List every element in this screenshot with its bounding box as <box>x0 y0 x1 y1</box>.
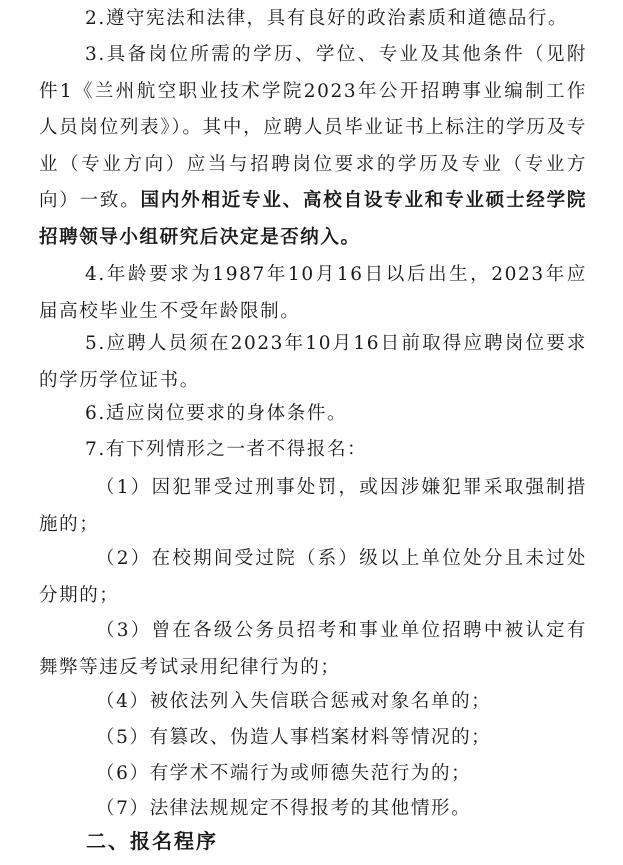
disqualification-item-1 <box>39 470 587 543</box>
disqualification-text: （3）曾在各级公务员招考和事业单位招聘中被认定有舞弊等违反考试录用纪律行为的； <box>39 620 587 678</box>
disqualification-text: （5）有篡改、伪造人事档案材料等情况的； <box>96 727 492 748</box>
requirement-text: 5.应聘人员须在2023年10月16日前取得应聘岗位要求的学历学位证书。 <box>39 333 587 391</box>
requirement-bold-text: 国内外相近专业、高校自设专业和专业硕士经学院招聘领导小组研究后决定是否纳入。 <box>39 190 587 248</box>
disqualification-item-2 <box>39 541 587 614</box>
section-heading: 二、报名程序 <box>86 829 218 853</box>
disqualification-text: （7）法律法规规定不得报考的其他情形。 <box>96 798 472 819</box>
disqualification-item-5 <box>39 720 587 757</box>
requirement-text: 6.适应岗位要求的身体条件。 <box>85 403 348 424</box>
requirement-text: 2.遵守宪法和法律，具有良好的政治素质和道德品行。 <box>85 8 569 29</box>
requirement-item-7 <box>39 432 587 469</box>
requirement-item-6 <box>39 396 587 433</box>
requirement-item-3 <box>39 37 587 256</box>
requirement-text: 3.具备岗位所需的学历、学位、专业及其他条件（见附件1《兰州航空职业技术学院2023年公开招聘事业编制工作人员岗位列表》）。其中，应聘人员毕业证书上标注的学历及专业（专业方向）应当与招聘岗位要求的学历及专业（专业方向）一致。 <box>39 44 587 211</box>
disqualification-item-7 <box>39 791 587 828</box>
disqualification-item-3 <box>39 613 587 686</box>
requirement-item-2 <box>39 1 587 38</box>
requirement-item-5 <box>39 326 587 399</box>
disqualification-text: （6）有学术不端行为或师德失范行为的； <box>96 763 472 784</box>
disqualification-text: （4）被依法列入失信联合惩戒对象名单的； <box>96 691 492 712</box>
requirement-text: 4.年龄要求为1987年10月16日以后出生，2023年应届高校毕业生不受年龄限制。 <box>39 264 587 322</box>
requirement-text: 7.有下列情形之一者不得报名： <box>85 439 368 460</box>
disqualification-text: （1）因犯罪受过刑事处罚，或因涉嫌犯罪采取强制措施的； <box>39 477 587 535</box>
disqualification-item-4 <box>39 684 587 721</box>
requirement-item-4 <box>39 257 587 330</box>
disqualification-text: （2）在校期间受过院（系）级以上单位处分且未过处分期的； <box>39 548 587 606</box>
disqualification-item-6 <box>39 756 587 793</box>
